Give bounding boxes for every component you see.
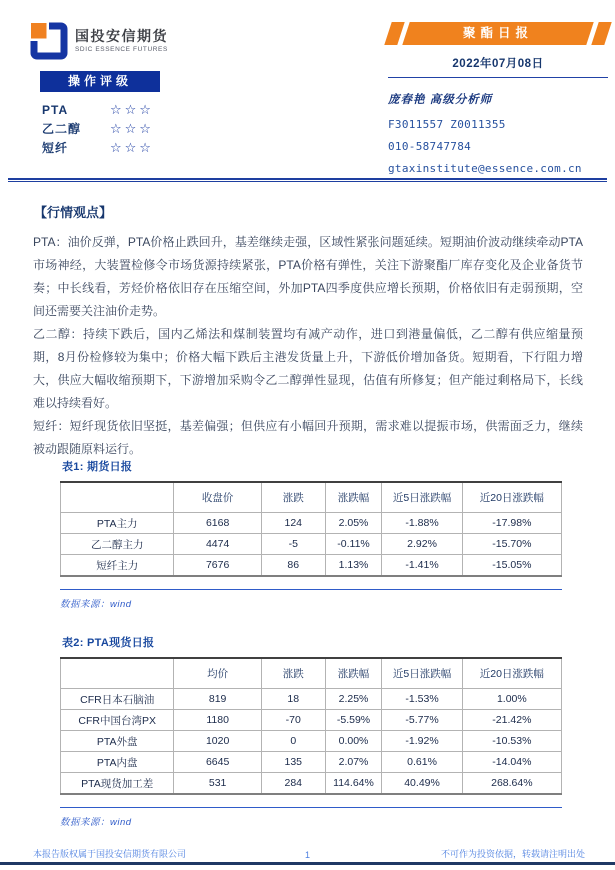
tables-section <box>60 458 562 828</box>
banner-ribbon-body <box>402 22 593 45</box>
row-label-cell: PTA内盘 <box>61 752 174 773</box>
rating-name: PTA <box>42 102 69 117</box>
data-source-note: 数据来源：wind <box>60 599 132 610</box>
table-cell: 1.13% <box>325 555 382 577</box>
row-label-cell: PTA现货加工差 <box>61 773 174 795</box>
analyst-license-numbers: F3011557 Z0011355 <box>388 118 506 131</box>
star-rating-icon: ☆☆☆ <box>110 102 154 117</box>
source-rule <box>60 589 562 590</box>
analyst-info <box>388 91 608 175</box>
table-header-cell: 收盘价 <box>174 482 261 513</box>
table-cell: -15.70% <box>462 534 561 555</box>
row-label-cell: 短纤主力 <box>61 555 174 577</box>
table-cell: 7676 <box>174 555 261 577</box>
banner-ribbon-end-right <box>591 22 611 45</box>
table-cell: -1.41% <box>382 555 462 577</box>
table-row <box>61 773 562 795</box>
header-separator-rule <box>8 178 607 182</box>
futures-daily-table-block <box>60 458 562 610</box>
table-cell: 114.64% <box>325 773 382 795</box>
table-header-cell: 均价 <box>174 658 261 689</box>
footer-copyright: 本报告版权属于国投安信期货有限公司 <box>33 849 187 859</box>
pta-spot-table <box>60 657 562 795</box>
banner-ribbon-end-left <box>384 22 404 45</box>
pta-spot-table-block <box>60 634 562 828</box>
table-cell: 86 <box>261 555 325 577</box>
row-label-cell: CFR日本石脑油 <box>61 689 174 710</box>
table-cell: -5.77% <box>382 710 462 731</box>
table-cell: 40.49% <box>382 773 462 795</box>
table-header-cell: 涨跌幅 <box>325 482 382 513</box>
table-cell: 531 <box>174 773 261 795</box>
table-cell: -15.05% <box>462 555 561 577</box>
table-row <box>61 731 562 752</box>
table-title: 表1: 期货日报 <box>62 461 133 473</box>
table-cell: -1.88% <box>382 513 462 534</box>
paragraph-meg: 乙二醇：持续下跌后，国内乙烯法和煤制装置均有减产动作，进口到港量偏低，乙二醇有供应缩量预期，8月份检修较为集中；价格大幅下跌后主港发货量上升，下游低价增加备货。短期看，下行阻力增大，供应大幅收缩预期下，下游增加采购令乙二醇弹性显现，估值有所修复；但产能过剩格局下，长线难以持续看好。 <box>33 327 583 410</box>
rating-name: 短纤 <box>42 141 69 155</box>
table-row <box>61 752 562 773</box>
table-cell: 0.00% <box>325 731 382 752</box>
rating-list <box>42 100 330 157</box>
brand-name-cn: 国投安信期货 <box>75 28 168 44</box>
table-row <box>61 513 562 534</box>
table-cell: -0.11% <box>325 534 382 555</box>
company-logo <box>30 22 330 60</box>
futures-daily-table <box>60 481 562 577</box>
table-cell: 1180 <box>174 710 261 731</box>
row-label-cell: PTA外盘 <box>61 731 174 752</box>
table-header-cell: 近5日涨跌幅 <box>382 482 462 513</box>
header-left <box>30 22 330 157</box>
sdic-logo-icon <box>30 22 68 60</box>
table-header-cell: 近20日涨跌幅 <box>462 658 561 689</box>
table-cell: 819 <box>174 689 261 710</box>
header-right <box>388 22 608 175</box>
analyst-name-title: 庞春艳 高级分析师 <box>388 94 493 106</box>
table-cell: 2.07% <box>325 752 382 773</box>
rating-name: 乙二醇 <box>42 122 82 136</box>
row-label-cell: PTA主力 <box>61 513 174 534</box>
table-header-cell: 涨跌 <box>261 482 325 513</box>
rating-row-psf <box>42 138 330 157</box>
table-cell: 1.00% <box>462 689 561 710</box>
table-cell: -1.53% <box>382 689 462 710</box>
table-cell: 6645 <box>174 752 261 773</box>
star-rating-icon: ☆☆☆ <box>110 121 154 136</box>
table-row <box>61 710 562 731</box>
table-cell: 18 <box>261 689 325 710</box>
rating-row-pta <box>42 100 330 119</box>
table-header-cell: 涨跌 <box>261 658 325 689</box>
footer-bottom-bar <box>0 862 615 865</box>
footer-disclaimer: 不可作为投资依据，转载请注明出处 <box>440 849 585 859</box>
star-rating-icon: ☆☆☆ <box>110 140 154 155</box>
table-row <box>61 689 562 710</box>
table-cell: 4474 <box>174 534 261 555</box>
table-header-cell: 近20日涨跌幅 <box>462 482 561 513</box>
table-cell: 2.05% <box>325 513 382 534</box>
table-cell: -70 <box>261 710 325 731</box>
paragraph-pta: PTA：油价反弹，PTA价格止跌回升，基差继续走强，区域性紧张问题延续。短期油价波动继续牵动PTA市场神经，大装置检修令市场货源持续紧张，PTA价格有弹性，关注下游聚酯厂库存变化及企业备货节奏；中长线看，芳烃价格依旧存在压缩空间，外加PTA四季度供应增长预期，价格依旧有走弱预期，空间还需要关注油价走势。 <box>33 235 583 318</box>
table-cell: 135 <box>261 752 325 773</box>
analyst-phone: 010-58747784 <box>388 140 472 153</box>
data-source-note: 数据来源：wind <box>60 817 132 828</box>
report-type-label: 聚酯日报 <box>462 26 533 40</box>
report-type-banner <box>388 22 608 45</box>
table-cell: 268.64% <box>462 773 561 795</box>
table-title: 表2: PTA现货日报 <box>62 637 155 649</box>
table-cell: -14.04% <box>462 752 561 773</box>
brand-text <box>75 29 168 53</box>
source-rule <box>60 807 562 808</box>
analyst-email: gtaxinstitute@essence.com.cn <box>388 162 582 175</box>
paragraph-psf: 短纤：短纤现货依旧坚挺，基差偏强；但供应有小幅回升预期，需求难以提振市场，供需面乏力，继续被动跟随原料运行。 <box>33 419 583 456</box>
footer-page-number: 1 <box>304 850 310 860</box>
table-cell: -10.53% <box>462 731 561 752</box>
table-cell: 0.61% <box>382 752 462 773</box>
table-header-cell: 涨跌幅 <box>325 658 382 689</box>
table-cell: 2.25% <box>325 689 382 710</box>
table-cell: -21.42% <box>462 710 561 731</box>
table-cell: -17.98% <box>462 513 561 534</box>
table-header-cell <box>61 658 174 689</box>
table-row <box>61 534 562 555</box>
table-cell: 0 <box>261 731 325 752</box>
section-title: 【行情观点】 <box>34 205 113 220</box>
table-header-cell <box>61 482 174 513</box>
table-cell: -5.59% <box>325 710 382 731</box>
rating-panel-title: 操作评级 <box>40 71 160 92</box>
table-cell: -5 <box>261 534 325 555</box>
row-label-cell: 乙二醇主力 <box>61 534 174 555</box>
table-row <box>61 555 562 577</box>
table-header-cell: 近5日涨跌幅 <box>382 658 462 689</box>
row-label-cell: CFR中国台湾PX <box>61 710 174 731</box>
table-cell: 2.92% <box>382 534 462 555</box>
table-header-row <box>61 482 562 513</box>
table-cell: -1.92% <box>382 731 462 752</box>
table-cell: 6168 <box>174 513 261 534</box>
market-view-section <box>33 202 583 461</box>
table-cell: 1020 <box>174 731 261 752</box>
table-cell: 284 <box>261 773 325 795</box>
table-cell: 124 <box>261 513 325 534</box>
rating-row-meg <box>42 119 330 138</box>
report-date: 2022年07月08日 <box>388 55 608 78</box>
table-header-row <box>61 658 562 689</box>
brand-name-en: SDIC ESSENCE FUTURES <box>75 46 168 53</box>
